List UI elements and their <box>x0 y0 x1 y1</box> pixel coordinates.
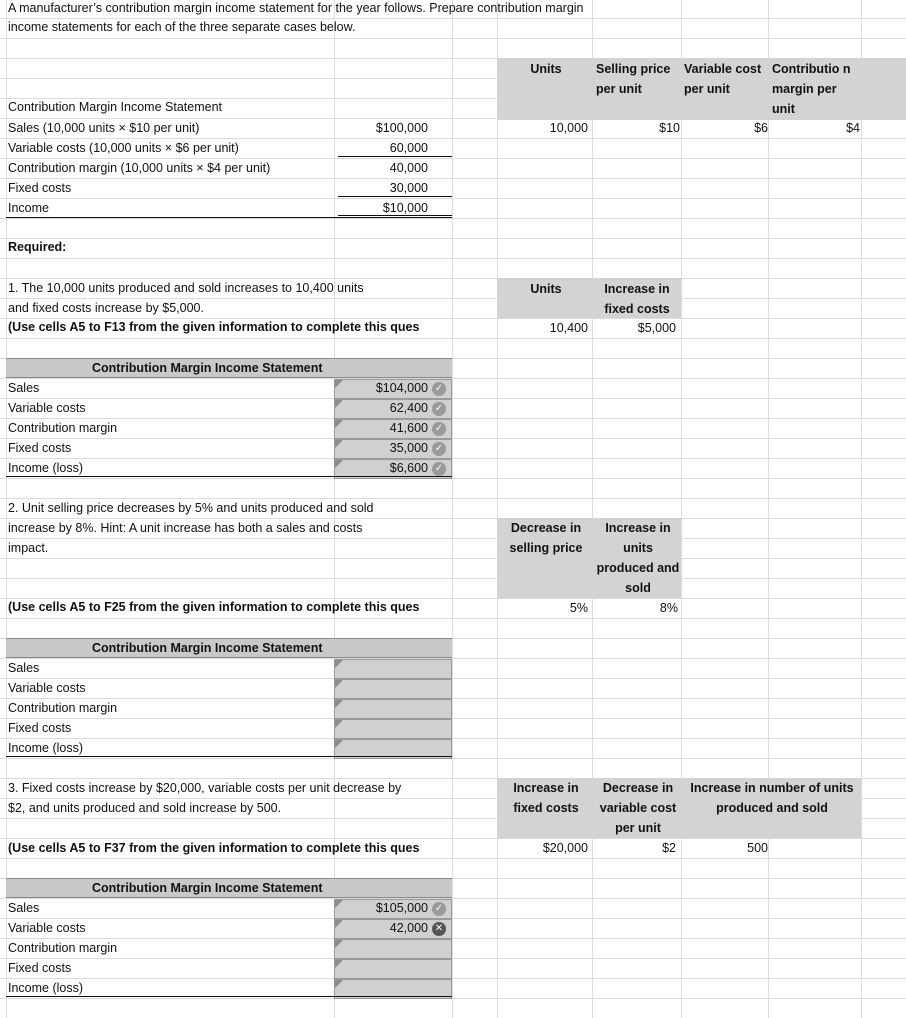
q3-answer-value <box>340 978 428 998</box>
q1-row-label: Income (loss) <box>8 461 84 475</box>
check-circle-icon: ✓ <box>432 402 446 416</box>
q3-variable-cost-value: $2 <box>662 841 676 855</box>
given-row-sales-value: $100,000 <box>375 121 428 135</box>
q2-answer-value <box>340 678 428 698</box>
q1-header-fixed-costs: Increase in fixed costs <box>604 282 670 316</box>
grid-row-line <box>0 38 906 39</box>
grid-col-line <box>861 0 862 1018</box>
q1-table-title: Contribution Margin Income Statement <box>6 358 452 378</box>
grid-row-line <box>0 618 906 619</box>
grid-col-line <box>497 0 498 1018</box>
grid-row-line <box>0 238 906 239</box>
check-circle-icon: ✓ <box>432 902 446 916</box>
given-selling-price-value: $10 <box>659 121 680 135</box>
q2-answer-value <box>340 738 428 758</box>
grid-row-line <box>0 458 906 459</box>
grid-row-line <box>0 178 906 179</box>
q2-row-label: Contribution margin <box>8 701 118 715</box>
q1-answer-value: $104,000 <box>375 381 428 395</box>
intro-line-2: income statements for each of the three separate cases below. <box>8 20 356 34</box>
q3-use-cells-note: (Use cells A5 to F37 from the given information to complete this ques <box>8 841 420 855</box>
q2-row-label: Income (loss) <box>8 741 84 755</box>
given-bottom-rule <box>6 217 452 218</box>
given-row-variable-costs-label: Variable costs (10,000 units × $6 per unit) <box>8 141 239 155</box>
q1-line-1: 1. The 10,000 units produced and sold increases to 10,400 units <box>8 281 364 295</box>
grid-row-line <box>0 538 906 539</box>
q2-table-title: Contribution Margin Income Statement <box>6 638 452 658</box>
q2-line-1: 2. Unit selling price decreases by 5% and units produced and sold <box>8 501 374 515</box>
q1-row-label: Sales <box>8 381 40 395</box>
q1-fixed-costs-value: $5,000 <box>637 321 676 335</box>
q3-row-label: Fixed costs <box>8 961 72 975</box>
grid-row-line <box>0 418 906 419</box>
q2-header-selling-price: Decrease in selling price <box>509 521 583 555</box>
grid-row-line <box>0 398 906 399</box>
intro-line-1: A manufacturer’s contribution margin income statement for the year follows. Prepare contribution margin <box>8 1 584 15</box>
q3-row-label: Sales <box>8 901 40 915</box>
q1-header-units: Units <box>530 282 562 296</box>
grid-col-line <box>452 0 453 1018</box>
grid-row-line <box>0 378 906 379</box>
q2-line-3: impact. <box>8 541 49 555</box>
q3-units-value: 500 <box>747 841 768 855</box>
given-underline-fixed <box>338 196 452 197</box>
given-row-fixed-costs-value: 30,000 <box>389 181 428 195</box>
q3-row-label: Contribution margin <box>8 941 118 955</box>
grid-row-line <box>0 978 906 979</box>
grid-row-line <box>0 858 906 859</box>
given-units-value: 10,000 <box>549 121 588 135</box>
q2-answer-value <box>340 718 428 738</box>
q1-row-label: Fixed costs <box>8 441 72 455</box>
q3-line-1: 3. Fixed costs increase by $20,000, variable costs per unit decrease by <box>8 781 402 795</box>
grid-row-line <box>0 338 906 339</box>
q3-answer-value <box>340 958 428 978</box>
check-circle-icon: ✓ <box>432 382 446 396</box>
q3-fixed-costs-value: $20,000 <box>542 841 588 855</box>
q2-header-units: Increase in units produced and sold <box>596 521 680 595</box>
given-underline-variable <box>338 156 452 157</box>
grid-row-line <box>0 898 906 899</box>
grid-row-line <box>0 758 906 759</box>
grid-row-line <box>0 738 906 739</box>
q2-units-value: 8% <box>659 601 678 615</box>
grid-row-line <box>0 478 906 479</box>
given-row-sales-label: Sales (10,000 units × $10 per unit) <box>8 121 200 135</box>
grid-col-line <box>768 0 769 1018</box>
q1-row-label: Contribution margin <box>8 421 118 435</box>
q3-line-2: $2, and units produced and sold increase by 500. <box>8 801 282 815</box>
q3-answer-value <box>340 938 428 958</box>
grid-row-line <box>0 698 906 699</box>
q1-answer-value: 62,400 <box>389 401 428 415</box>
q3-answer-value: 42,000 <box>389 921 428 935</box>
q3-row-label: Variable costs <box>8 921 86 935</box>
q2-line-2: increase by 8%. Hint: A unit increase has both a sales and costs <box>8 521 363 535</box>
required-label: Required: <box>8 240 67 254</box>
q1-use-cells-note: (Use cells A5 to F13 from the given information to complete this ques <box>8 320 420 334</box>
check-circle-icon: ✓ <box>432 462 446 476</box>
grid-row-line <box>0 438 906 439</box>
given-header-units: Units <box>530 62 562 76</box>
q1-row-label: Variable costs <box>8 401 86 415</box>
q1-answer-value: 35,000 <box>389 441 428 455</box>
grid-row-line <box>0 718 906 719</box>
given-header-variable-cost: Variable cost per unit <box>684 62 762 96</box>
q2-row-label: Variable costs <box>8 681 86 695</box>
q2-use-cells-note: (Use cells A5 to F25 from the given information to complete this ques <box>8 600 420 614</box>
grid-row-line <box>0 998 906 999</box>
given-row-contribution-margin-value: 40,000 <box>389 161 428 175</box>
q2-answer-value <box>340 658 428 678</box>
grid-col-line <box>681 0 682 1018</box>
q2-row-label: Fixed costs <box>8 721 72 735</box>
grid-row-line <box>0 198 906 199</box>
grid-col-line <box>592 0 593 1018</box>
given-row-income-value: $10,000 <box>382 201 428 215</box>
q2-row-label: Sales <box>8 661 40 675</box>
given-row-contribution-margin-label: Contribution margin (10,000 units × $4 per unit) <box>8 161 271 175</box>
check-circle-icon: ✓ <box>432 442 446 456</box>
given-row-fixed-costs-label: Fixed costs <box>8 181 72 195</box>
q3-table-title: Contribution Margin Income Statement <box>6 878 452 898</box>
given-statement-title: Contribution Margin Income Statement <box>8 100 222 114</box>
q1-answer-value: 41,600 <box>389 421 428 435</box>
q1-line-2: and fixed costs increase by $5,000. <box>8 301 204 315</box>
grid-row-line <box>0 918 906 919</box>
given-row-income-label: Income <box>8 201 49 215</box>
q3-header-variable-cost: Decrease in variable cost per unit <box>599 781 677 835</box>
x-circle-icon: ✕ <box>432 922 446 936</box>
grid-row-line <box>0 258 906 259</box>
given-header-selling-price: Selling price per unit <box>596 62 671 96</box>
q3-row-label: Income (loss) <box>8 981 84 995</box>
grid-row-line <box>0 658 906 659</box>
given-contribution-margin-value: $4 <box>846 121 860 135</box>
grid-row-line <box>0 938 906 939</box>
grid-row-line <box>0 678 906 679</box>
grid-row-line <box>0 218 906 219</box>
q1-table-bottom-rule <box>6 476 452 477</box>
q2-answer-value <box>340 698 428 718</box>
given-header-contribution-margin: Contributio n margin per unit <box>772 62 851 116</box>
grid-row-line <box>0 578 906 579</box>
q1-units-value: 10,400 <box>549 321 588 335</box>
q1-answer-value: $6,600 <box>389 461 428 475</box>
grid-row-line <box>0 558 906 559</box>
q3-table-bottom-rule <box>6 996 452 997</box>
q2-table-bottom-rule <box>6 756 452 757</box>
given-row-variable-costs-value: 60,000 <box>389 141 428 155</box>
q3-header-fixed-costs: Increase in fixed costs <box>513 781 579 815</box>
given-variable-cost-value: $6 <box>754 121 768 135</box>
q3-answer-value: $105,000 <box>375 901 428 915</box>
grid-row-line <box>0 958 906 959</box>
q2-selling-price-value: 5% <box>569 601 588 615</box>
q3-header-units: Increase in number of units produced and sold <box>690 781 854 815</box>
grid-col-line <box>6 0 7 1018</box>
check-circle-icon: ✓ <box>432 422 446 436</box>
